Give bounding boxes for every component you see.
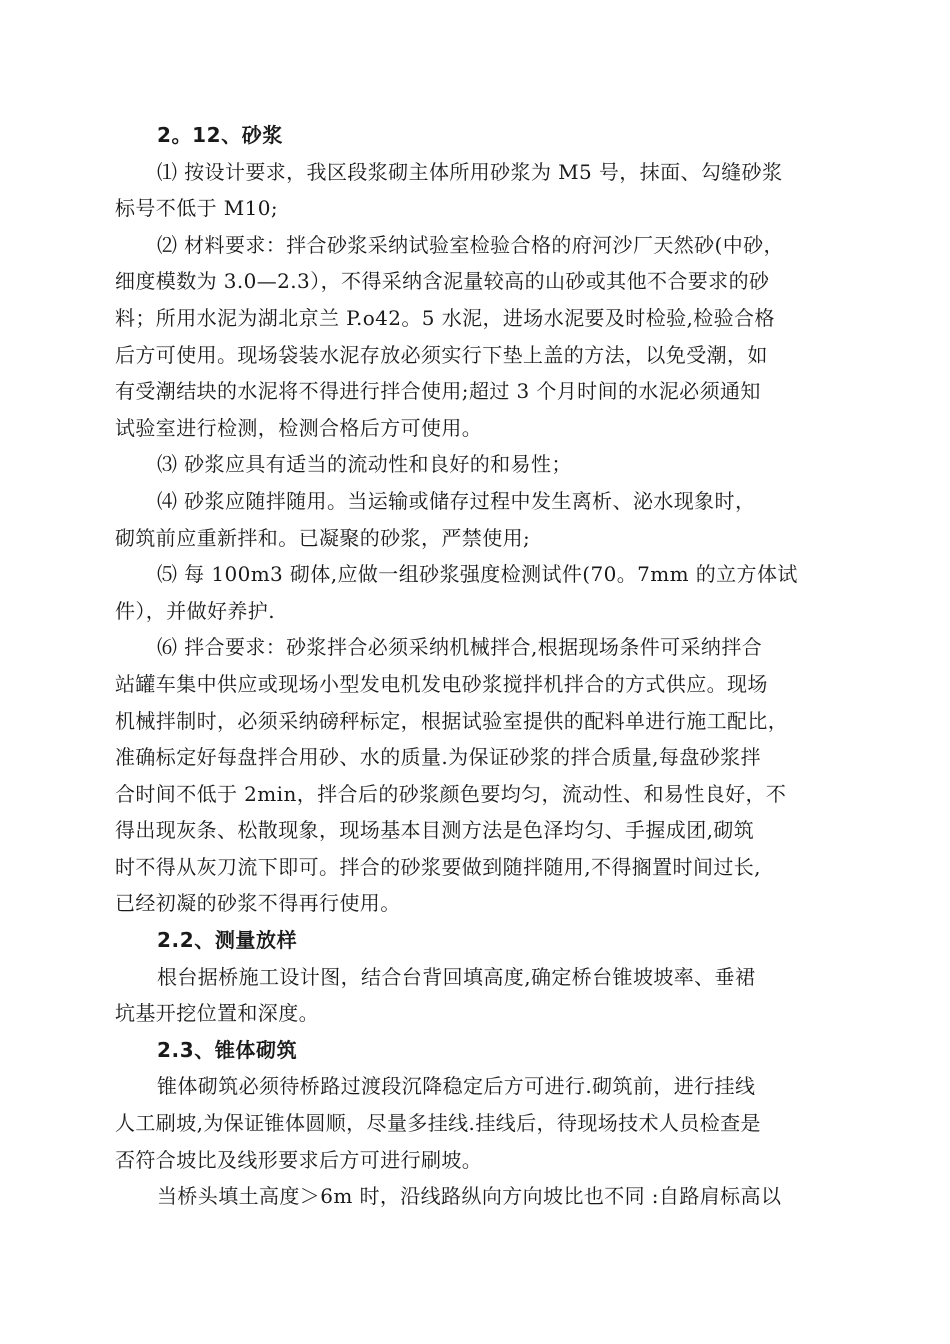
section-heading-cone-masonry: 2.3、锥体砌筑: [157, 1037, 298, 1062]
paragraph-3: [115, 446, 845, 483]
paragraph-line: ⑸ 每 100m3 砌体,应做一组砂浆强度检测试件(70。7mm 的立方体试: [157, 562, 798, 587]
paragraph-cone-1: [115, 1068, 845, 1178]
paragraph-line: 已经初凝的砂浆不得再行使用。: [115, 891, 401, 916]
paragraph-line: 否符合坡比及线形要求后方可进行刷坡。: [115, 1147, 483, 1172]
paragraph-1: [115, 154, 845, 227]
paragraph-line: 细度模数为 3.0—2.3），不得采纳含泥量较高的山砂或其他不合要求的砂: [115, 269, 770, 294]
paragraph-line: ⑶ 砂浆应具有适当的流动性和良好的和易性；: [157, 452, 572, 477]
paragraph-line: 锥体砌筑必须待桥路过渡段沉降稳定后方可进行.砌筑前，进行挂线: [157, 1074, 756, 1099]
paragraph-line: 砌筑前应重新拌和。已凝聚的砂浆，严禁使用;: [115, 525, 531, 550]
paragraph-line: 人工刷坡,为保证锥体圆顺，尽量多挂线.挂线后，待现场技术人员检查是: [115, 1111, 761, 1136]
paragraph-line: ⑴ 按设计要求，我区段浆砌主体所用砂浆为 M5 号，抹面、勾缝砂浆: [157, 159, 783, 184]
paragraph-line: 合时间不低于 2min，拌合后的砂浆颜色要均匀，流动性、和易性良好，不: [115, 781, 787, 806]
paragraph-6: [115, 629, 845, 922]
paragraph-line: 准确标定好每盘拌合用砂、水的质量.为保证砂浆的拌合质量,每盘砂浆拌: [115, 745, 761, 770]
section-heading-survey: 2.2、测量放样: [157, 928, 298, 953]
paragraph-line: 站罐车集中供应或现场小型发电机发电砂浆搅拌机拌合的方式供应。现场: [115, 671, 768, 696]
paragraph-line: ⑷ 砂浆应随拌随用。当运输或储存过程中发生离析、泌水现象时，: [157, 488, 756, 513]
paragraph-line: 料；所用水泥为湖北京兰 P.o42。5 水泥，进场水泥要及时检验,检验合格: [115, 305, 775, 330]
section-heading-mortar: 2。12、砂浆: [157, 123, 283, 147]
paragraph-line: 试验室进行检测，检测合格后方可使用。: [115, 415, 483, 440]
paragraph-line: 时不得从灰刀流下即可。拌合的砂浆要做到随拌随用,不得搁置时间过长,: [115, 854, 761, 879]
paragraph-line: 机械拌制时，必须采纳磅秤标定，根据试验室提供的配料单进行施工配比，: [115, 708, 789, 733]
paragraph-line: 后方可使用。现场袋装水泥存放必须实行下垫上盖的方法，以免受潮，如: [115, 342, 768, 367]
paragraph-line: ⑹ 拌合要求：砂浆拌合必须采纳机械拌合,根据现场条件可采纳拌合: [157, 635, 763, 660]
paragraph-line: 件），并做好养护.: [115, 598, 275, 623]
paragraph-5: [115, 556, 845, 629]
paragraph-survey: [115, 959, 845, 1032]
paragraph-line: 当桥头填土高度＞6m 时，沿线路纵向方向坡比也不同 :自路肩标高以: [157, 1184, 782, 1209]
paragraph-2: [115, 227, 845, 447]
paragraph-line: 得出现灰条、松散现象，现场基本目测方法是色泽均匀、手握成团,砌筑: [115, 818, 755, 843]
paragraph-line: ⑵ 材料要求：拌合砂浆采纳试验室检验合格的府河沙厂天然砂(中砂，: [157, 232, 784, 257]
document-body: [115, 117, 845, 1215]
paragraph-4: [115, 483, 845, 556]
paragraph-line: 根台据桥施工设计图，结合台背回填高度,确定桥台锥坡坡率、垂裙: [157, 964, 756, 989]
paragraph-line: 坑基开挖位置和深度。: [115, 1001, 319, 1026]
paragraph-line: 有受潮结块的水泥将不得进行拌合使用;超过 3 个月时间的水泥必须通知: [115, 379, 761, 404]
paragraph-line: 标号不低于 M10;: [115, 196, 279, 221]
paragraph-cone-2: [115, 1178, 845, 1215]
